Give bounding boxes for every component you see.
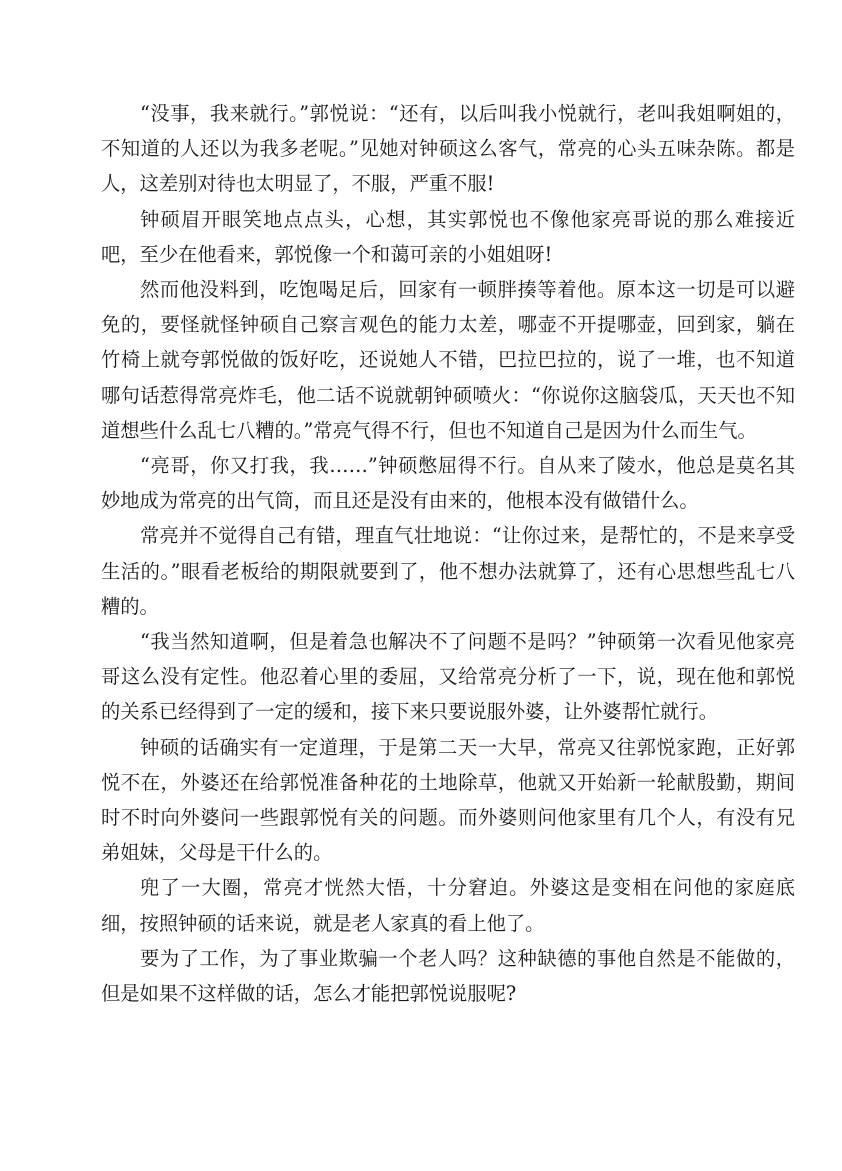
paragraph-1: “没事，我来就行。”郭悦说：“还有，以后叫我小悦就行，老叫我姐啊姐的，不知道的人还以为我多老呢。”见她对钟硕这么客气，常亮的心头五味杂陈。都是人，这差别对待也太明显了，不服，严重不服! bbox=[101, 102, 795, 196]
paragraph-6: “我当然知道啊，但是着急也解决不了问题不是吗？”钟硕第一次看见他家亮哥这么没有定性。他忍着心里的委屈，又给常亮分析了一下，说，现在他和郭悦的关系已经得到了一定的缓和，接下来只要说服外婆，让外婆帮忙就行。 bbox=[101, 630, 795, 724]
paragraph-9: 要为了工作，为了事业欺骗一个老人吗？这种缺德的事他自然是不能做的，但是如果不这样做的话，怎么才能把郭悦说服呢? bbox=[101, 946, 795, 1006]
body-text bbox=[101, 96, 795, 1011]
paragraph-5: 常亮并不觉得自己有错，理直气壮地说：“让你过来，是帮忙的，不是来享受生活的。”眼看老板给的期限就要到了，他不想办法就算了，还有心思想些乱七八糟的。 bbox=[101, 524, 795, 618]
paragraph-3: 然而他没料到，吃饱喝足后，回家有一顿胖揍等着他。原本这一切是可以避免的，要怪就怪钟硕自己察言观色的能力太差，哪壶不开提哪壶，回到家，躺在竹椅上就夸郭悦做的饭好吃，还说她人不错，巴拉巴拉的，说了一堆，也不知道哪句话惹得常亮炸毛，他二话不说就朝钟硕喷火：“你说你这脑袋瓜，天天也不知道想些什么乱七八糟的。”常亮气得不行，但也不知道自己是因为什么而生气。 bbox=[101, 278, 795, 442]
paragraph-4: “亮哥，你又打我，我……”钟硕憋屈得不行。自从来了陵水，他总是莫名其妙地成为常亮的出气筒，而且还是没有由来的，他根本没有做错什么。 bbox=[101, 454, 795, 513]
paragraph-2: 钟硕眉开眼笑地点点头，心想，其实郭悦也不像他家亮哥说的那么难接近吧，至少在他看来，郭悦像一个和蔼可亲的小姐姐呀! bbox=[101, 207, 795, 266]
paragraph-8: 兜了一大圈，常亮才恍然大悟，十分窘迫。外婆这是变相在问他的家庭底细，按照钟硕的话来说，就是老人家真的看上他了。 bbox=[101, 876, 795, 935]
paragraph-7: 钟硕的话确实有一定道理，于是第二天一大早，常亮又往郭悦家跑，正好郭悦不在，外婆还在给郭悦准备种花的土地除草，他就又开始新一轮献殷勤，期间时不时向外婆问一些跟郭悦有关的问题。而外婆则问他家里有几个人，有没有兄弟姐妹，父母是干什么的。 bbox=[101, 735, 795, 865]
